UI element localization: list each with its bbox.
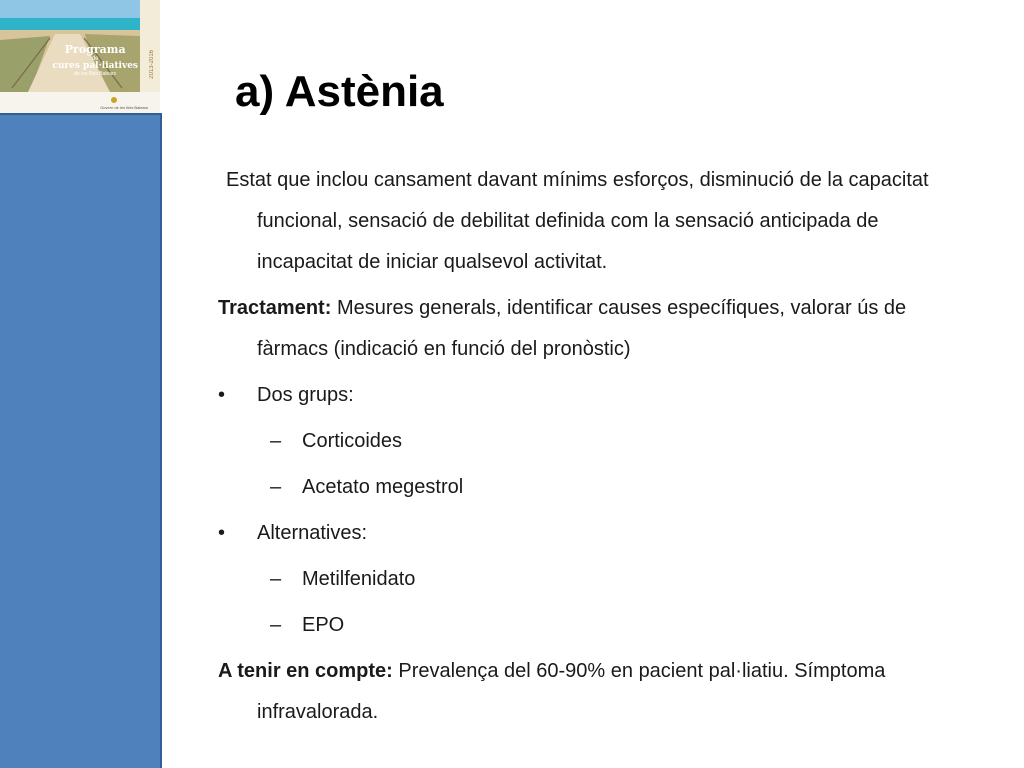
note-text: Prevalença del 60-90% en pacient pal·liatiu. Símptoma infravalorada. <box>257 660 886 723</box>
treatment-label: Tractament: <box>218 297 332 319</box>
bullet-marker: • <box>218 384 226 406</box>
program-logo <box>0 0 160 113</box>
logo-government: Govern de les Illes Balears <box>100 105 148 110</box>
intro-paragraph: Estat que inclou cansament davant mínims esforços, disminució de la capacitat funcional, sensació de debilitat definida com la sensació anticipada de incapacitat de iniciar qualsevol activitat. <box>226 169 929 273</box>
alternative-item-epo: EPO <box>302 614 345 636</box>
treatment-text: Mesures generals, identificar causes específiques, valorar ús de fàrmacs (indicació en funció del pronòstic) <box>257 297 907 360</box>
blue-side-bar <box>0 113 162 768</box>
note-label: A tenir en compte: <box>218 660 393 682</box>
logo-years: 2013-2016 <box>149 50 155 79</box>
note-paragraph <box>218 651 978 733</box>
list-item <box>218 513 978 554</box>
slide-body <box>218 160 978 738</box>
logo-title <box>52 44 138 77</box>
left-sidebar <box>0 0 162 768</box>
dash-marker: – <box>270 614 282 636</box>
logo-title-line3: cures pal·liatives <box>52 61 138 71</box>
sub-list-item <box>218 421 978 462</box>
logo-title-line1: Programa <box>64 43 126 56</box>
alternatives-label: Alternatives: <box>257 522 368 544</box>
treatment-paragraph <box>218 288 978 370</box>
sub-list-item <box>218 467 978 508</box>
group-item-megestrol: Acetato megestrol <box>302 476 464 498</box>
dash-marker: – <box>270 476 282 498</box>
alternative-item-metilfenidato: Metilfenidato <box>302 568 416 590</box>
group-item-corticoides: Corticoides <box>302 430 403 452</box>
sub-list-item <box>218 605 978 646</box>
groups-label: Dos grups: <box>257 384 354 406</box>
dash-marker: – <box>270 568 282 590</box>
list-item <box>218 375 978 416</box>
dash-marker: – <box>270 430 282 452</box>
bullet-marker: • <box>218 522 226 544</box>
slide-title: a) Astènia <box>235 67 444 116</box>
logo-title-line2: de <box>91 56 99 62</box>
logo-title-line4: de les Illes Balears <box>74 71 117 77</box>
sub-list-item <box>218 559 978 600</box>
